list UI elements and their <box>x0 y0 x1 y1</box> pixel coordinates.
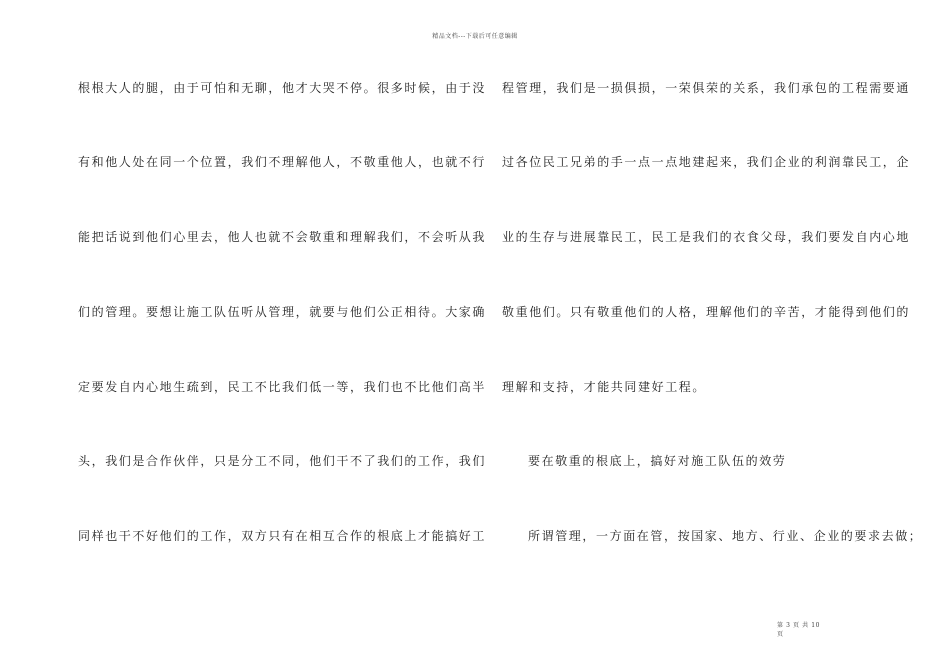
paragraph-line: 过各位民工兄弟的手一点一点地建起来，我们企业的利润靠民工，企 <box>502 155 911 169</box>
paragraph-line: 理解和支持，才能共同建好工程。 <box>502 380 707 394</box>
paragraph-line: 们的管理。要想让施工队伍听从管理，就要与他们公正相待。大家确 <box>78 305 487 319</box>
section-heading: 要在敬重的根底上，搞好对施工队伍的效劳 <box>528 454 787 468</box>
paragraph-line: 程管理，我们是一损俱损，一荣俱荣的关系，我们承包的工程需要通 <box>502 81 911 95</box>
paragraph-line: 根根大人的腿，由于可怕和无聊，他才大哭不停。很多时候，由于没 <box>78 81 487 95</box>
page-number-line: 页 <box>777 631 784 638</box>
paragraph-line: 能把话说到他们心里去，他人也就不会敬重和理解我们，不会听从我 <box>78 230 487 244</box>
paragraph-line: 业的生存与进展靠民工，民工是我们的衣食父母，我们要发自内心地 <box>502 230 911 244</box>
paragraph-line: 同样也干不好他们的工作，双方只有在相互合作的根底上才能搞好工 <box>78 529 487 543</box>
paragraph-line: 所谓管理，一方面在管，按国家、地方、行业、企业的要求去做； <box>528 529 923 543</box>
page-number-line: 第 3 页 共 10 <box>777 622 821 629</box>
page-header: 精品文档---下载后可任意编辑 <box>432 33 518 40</box>
paragraph-line: 敬重他们。只有敬重他们的人格，理解他们的辛苦，才能得到他们的 <box>502 305 911 319</box>
paragraph-line: 头，我们是合作伙伴，只是分工不同，他们干不了我们的工作，我们 <box>78 454 487 468</box>
paragraph-line: 有和他人处在同一个位置，我们不理解他人，不敬重他人，也就不行 <box>78 155 487 169</box>
paragraph-line: 定要发自内心地生疏到，民工不比我们低一等，我们也不比他们高半 <box>78 380 487 394</box>
page-number <box>777 621 837 639</box>
